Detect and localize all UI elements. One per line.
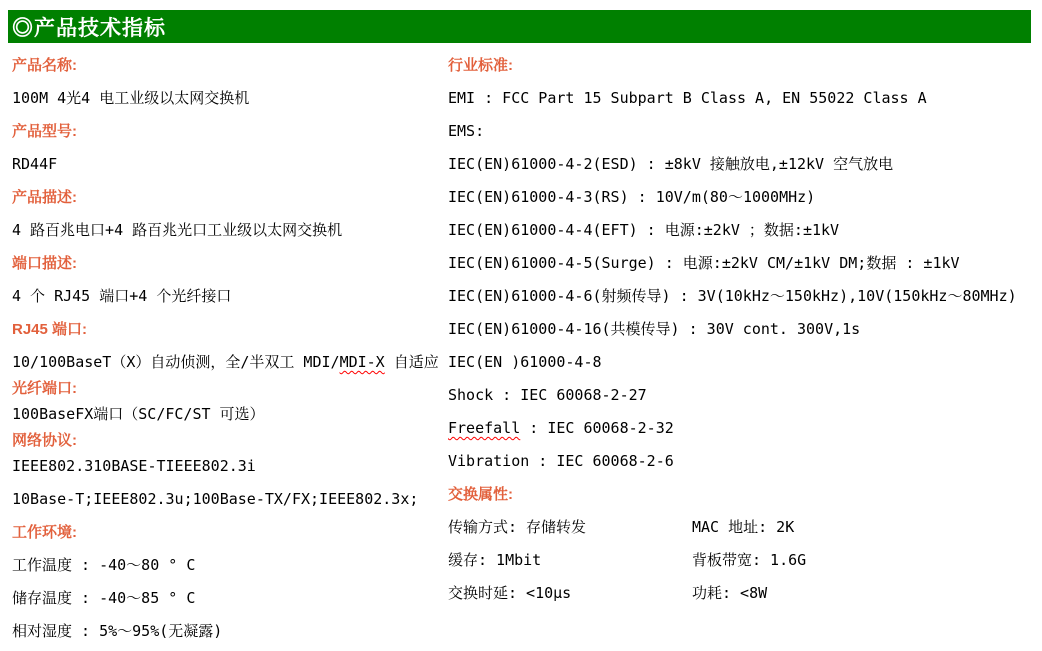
spec-line (448, 585, 1042, 602)
spec-section-heading: 工作环境: (12, 524, 77, 541)
spec-line: IEC(EN)61000-4-6(射频传导) : 3V(10kHz～150kHz),10V(150kHz～80MHz) (448, 287, 1017, 305)
spec-line: 100BaseFX端口（SC/FC/ST 可选） (12, 405, 265, 423)
spec-section-heading: 端口描述: (12, 255, 77, 272)
spec-line: IEC(EN)61000-4-5(Surge) : 电源:±2kV CM/±1kV DM;数据 : ±1kV (448, 254, 960, 272)
spec-section-heading: 产品型号: (12, 123, 77, 140)
spec-pair-left: 交换时延: <10μs (448, 584, 572, 602)
spec-line: IEC(EN)61000-4-4(EFT) : 电源:±2kV ；数据:±1kV (448, 221, 840, 239)
spellcheck-underlined-text: Freefall (448, 419, 521, 437)
text-run: : IEC 60068-2-32 (520, 419, 674, 437)
spec-line: Vibration : IEC 60068-2-6 (448, 452, 674, 470)
spec-section-heading: 交换属性: (448, 486, 513, 503)
spec-line: 相对湿度 : 5%～95%(无凝露) (12, 622, 223, 640)
section-header-title: ◎产品技术指标 (12, 16, 166, 40)
spec-section-heading: 行业标准: (448, 57, 513, 74)
text-run: 10/100BaseT（X）自动侦测，全/半双工 MDI/ (12, 353, 340, 371)
spec-line (448, 420, 1042, 437)
spec-pair-right: MAC 地址: 2K (692, 518, 795, 536)
spec-line: Shock : IEC 60068-2-27 (448, 386, 647, 404)
spec-line: 100M 4光4 电工业级以太网交换机 (12, 89, 250, 107)
spec-line: IEC(EN)61000-4-3(RS) : 10V/m(80～1000MHz) (448, 188, 816, 206)
spec-pair-right: 背板带宽: 1.6G (692, 551, 807, 569)
spec-line: 10Base-T;IEEE802.3u;100Base-TX/FX;IEEE802.3x; (12, 490, 419, 508)
spec-line: IEC(EN )61000-4-8 (448, 353, 602, 371)
spec-section-heading: 产品名称: (12, 57, 77, 74)
spec-line (12, 354, 448, 371)
spec-line: EMS: (448, 122, 485, 140)
spec-pair-left: 传输方式: 存储转发 (448, 518, 587, 536)
spec-line: 4 路百兆电口+4 路百兆光口工业级以太网交换机 (12, 221, 343, 239)
spec-pair-right: 功耗: <8W (692, 584, 768, 602)
spec-columns (0, 50, 1042, 640)
spec-line: 工作温度 : -40～80 ° C (12, 556, 196, 574)
text-run: 自适应 (384, 353, 439, 371)
section-header-bar (8, 10, 1031, 43)
spellcheck-underlined-text: MDI-X (339, 353, 385, 371)
spec-section-heading: RJ45 端口: (12, 321, 88, 338)
spec-line: IEC(EN)61000-4-16(共模传导) : 30V cont. 300V,1s (448, 320, 861, 338)
spec-section-heading: 产品描述: (12, 189, 77, 206)
spec-line (448, 519, 1042, 536)
spec-line: 4 个 RJ45 端口+4 个光纤接口 (12, 287, 232, 305)
spec-line: RD44F (12, 155, 58, 173)
spec-pair-left: 缓存: 1Mbit (448, 551, 542, 569)
spec-line: IEC(EN)61000-4-2(ESD) : ±8kV 接触放电,±12kV 空气放电 (448, 155, 894, 173)
spec-line: EMI : FCC Part 15 Subpart B Class A, EN 55022 Class A (448, 89, 927, 107)
spec-line (448, 552, 1042, 569)
spec-line: 储存温度 : -40～85 ° C (12, 589, 196, 607)
spec-section-heading: 网络协议: (12, 432, 77, 449)
spec-column-right (448, 50, 1042, 602)
spec-section-heading: 光纤端口: (12, 380, 77, 397)
spec-column-left (0, 50, 448, 640)
spec-line: IEEE802.310BASE-TIEEE802.3i (12, 457, 256, 475)
